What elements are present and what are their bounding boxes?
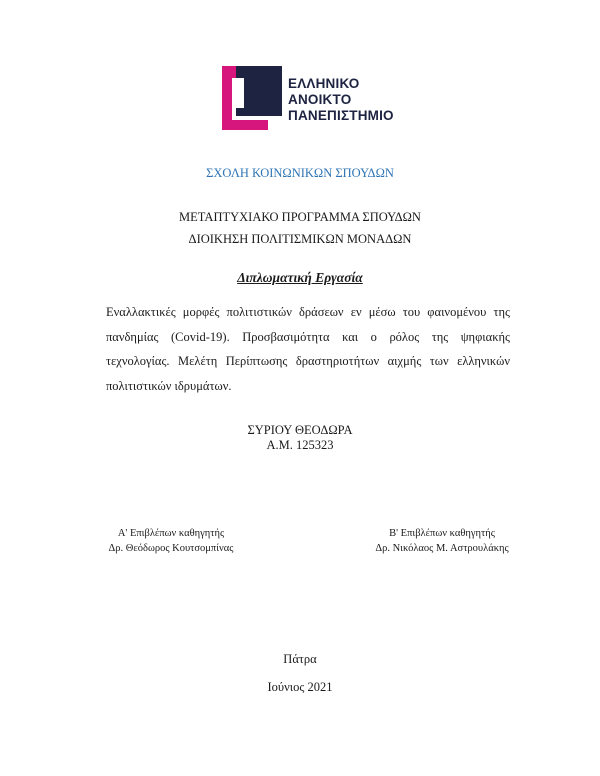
logo-mark-icon — [222, 64, 284, 132]
program-title — [0, 206, 600, 250]
author-name: ΣΥΡΙΟΥ ΘΕΟΔΩΡΑ — [247, 423, 353, 437]
school-name: ΣΧΟΛΗ ΚΟΙΝΩΝΙΚΩΝ ΣΠΟΥΔΩΝ — [206, 166, 394, 180]
first-supervisor — [96, 527, 246, 556]
supervisor-role: Β' Επιβλέπων καθηγητής — [389, 528, 495, 539]
program-line-1: ΜΕΤΑΠΤΥΧΙΑΚΟ ΠΡΟΓΡΑΜΜΑ ΣΠΟΥΔΩΝ — [179, 210, 421, 224]
supervisor-role: Α' Επιβλέπων καθηγητής — [117, 528, 225, 539]
university-logo — [222, 64, 392, 132]
logo-line-3: ΠΑΝΕΠΙΣΤΗΜΙΟ — [288, 108, 394, 123]
date: Ιούνιος 2021 — [267, 680, 333, 694]
thesis-label: Διπλωματική Εργασία — [237, 270, 363, 285]
logo-line-1: ΕΛΛΗΝΙΚΟ — [288, 76, 360, 91]
second-supervisor — [362, 527, 522, 556]
city: Πάτρα — [283, 652, 317, 666]
author-block — [0, 423, 600, 453]
supervisor-name: Δρ. Νικόλαος Μ. Αστρουλάκης — [375, 542, 509, 554]
thesis-topic: Εναλλακτικές μορφές πολιτιστικών δράσεων εν μέσω του φαινομένου της πανδημίας (Covid-19). Προσβασιμότητα και ο ρόλος της ψηφιακής τεχνολογίας. Μελέτη Περίπτωσης δραστηριοτήτων αιχμής των ελληνικών πολιτιστικών ιδρυμάτων. — [106, 305, 510, 393]
author-registration-number: Α.Μ. 125323 — [266, 438, 334, 452]
supervisor-name: Δρ. Θεόδωρος Κουτσομπίνας — [108, 542, 234, 554]
logo-line-2: ΑΝΟΙΚΤΟ — [288, 92, 352, 107]
program-line-2: ΔΙΟΙΚΗΣΗ ΠΟΛΙΤΙΣΜΙΚΩΝ ΜΟΝΑΔΩΝ — [188, 232, 412, 246]
logo-wordmark — [288, 76, 394, 124]
